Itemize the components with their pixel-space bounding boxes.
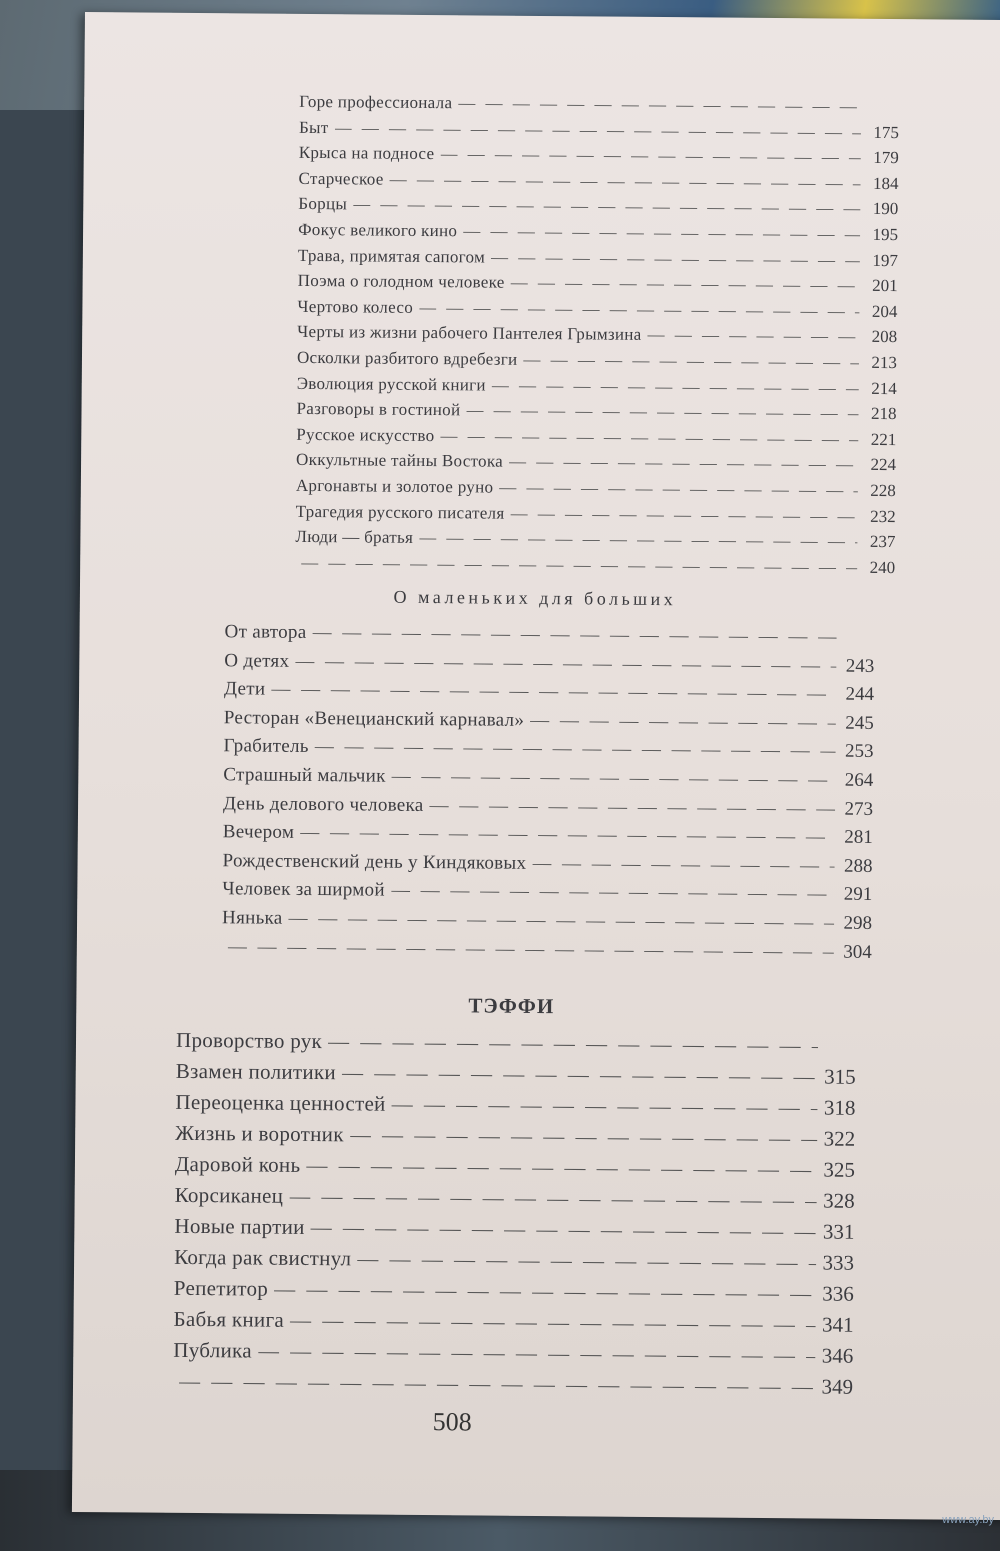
dash-leader	[342, 1057, 818, 1092]
toc-entry-page: 325	[823, 1157, 856, 1182]
dash-leader	[274, 1274, 816, 1310]
toc-entry-page: 243	[845, 655, 875, 677]
toc-entry-page: 346	[821, 1343, 854, 1368]
toc-entry-page: 291	[843, 883, 873, 906]
toc-entry-title: Ресторан «Венецианский карнавал»	[223, 707, 525, 731]
toc-entry-title: Публика	[173, 1337, 253, 1363]
toc-entry-page: 333	[822, 1250, 855, 1275]
toc-entry-title: Фокус великого кино	[298, 219, 458, 241]
toc-entry-title: От автора	[224, 621, 307, 643]
author-heading: ТЭФФИ	[468, 993, 555, 1019]
toc-section-arkady-averchenko	[80, 87, 1000, 581]
section-heading: О маленьких для больших	[393, 586, 677, 610]
toc-entry-page: 245	[845, 712, 874, 734]
toc-entry-title: Трава, примятая сапогом	[297, 245, 486, 267]
toc-entry-title: Борцы	[298, 194, 348, 214]
toc-entry-page: 240	[869, 557, 896, 577]
toc-entry-page: 273	[844, 798, 874, 820]
toc-entry-page: 184	[872, 173, 899, 193]
toc-entry-page: 201	[872, 276, 898, 296]
toc-section-teffi	[73, 1024, 1000, 1404]
dash-leader	[458, 90, 861, 119]
toc-entry-page: 328	[823, 1188, 855, 1213]
toc-entry-title: Быт	[298, 117, 329, 137]
toc-entry-page: 208	[871, 327, 898, 347]
toc-entry-title: Проворство рук	[175, 1027, 323, 1054]
dash-leader	[311, 1212, 817, 1247]
toc-entry-page: 322	[823, 1126, 856, 1151]
toc-entry-title: Жизнь и воротник	[175, 1120, 344, 1147]
toc-entry-title: О детях	[224, 649, 290, 672]
toc-entry-page: 288	[843, 855, 873, 877]
dash-leader	[391, 877, 835, 909]
toc-entry-title: Бабья книга	[173, 1306, 285, 1332]
dash-leader	[419, 295, 860, 324]
dash-leader	[179, 1366, 815, 1403]
toc-entry-title: Разговоры в гостиной	[296, 398, 461, 420]
dash-leader	[289, 1181, 817, 1217]
toc-entry-title: Нянька	[222, 907, 283, 929]
toc-entry-page: 224	[870, 455, 897, 475]
toc-entry-title: Аргонавты и золотое руно	[295, 475, 494, 497]
toc-entry-title: Взамен политики	[175, 1058, 337, 1085]
toc-entry-page: 298	[843, 912, 873, 934]
toc-entry-title: Переоценка ценностей	[175, 1089, 386, 1116]
toc-entry-page: 341	[821, 1312, 854, 1337]
toc-entry-title: Эволюция русской книги	[296, 373, 486, 395]
dash-leader	[392, 1089, 818, 1124]
toc-entry-title: Страшный мальчик	[223, 764, 386, 787]
toc-entry-page: 253	[844, 741, 874, 763]
dash-leader	[523, 347, 859, 376]
toc-section-small-for-big	[77, 617, 1000, 968]
toc-entry-page: 232	[870, 506, 896, 526]
toc-entry-title: Старческое	[298, 168, 384, 189]
toc-entry-page: 244	[845, 683, 875, 706]
toc-entry	[173, 1366, 853, 1403]
toc-entry-page: 175	[873, 122, 900, 142]
dash-leader	[300, 819, 835, 852]
dash-leader	[492, 372, 859, 401]
toc-entry-title: Крыса на подносе	[298, 143, 435, 164]
toc-section-heading-teffi	[76, 990, 1000, 1023]
dash-leader	[440, 141, 861, 170]
toc-entry-page: 179	[873, 148, 899, 168]
dash-leader	[647, 322, 859, 349]
toc-entry-title: Осколки разбитого вдребезги	[296, 347, 518, 369]
toc-entry-page: 213	[871, 352, 898, 373]
toc-entry-title: Человек за ширмой	[222, 878, 385, 901]
toc-entry-title: Русское искусство	[296, 424, 435, 445]
dash-leader	[466, 397, 858, 426]
toc-entry-page: 195	[872, 224, 899, 245]
dash-leader	[440, 423, 858, 452]
toc-entry-page: 221	[870, 429, 897, 449]
toc-entry-title: Поэма о голодном человеке	[297, 271, 505, 292]
dash-leader	[258, 1336, 816, 1372]
dash-leader	[429, 792, 835, 824]
toc-entry-page: 218	[870, 403, 897, 424]
toc-entry-page: 204	[871, 301, 898, 321]
toc-entry	[222, 933, 872, 967]
toc-entry-page: 190	[872, 199, 899, 219]
page-number: 508	[432, 1407, 472, 1437]
dash-leader	[419, 525, 857, 554]
toc-entry-title: Репетитор	[173, 1275, 269, 1301]
toc-entry	[295, 550, 895, 581]
dash-leader	[530, 707, 836, 738]
toc-entry-title: Вечером	[222, 821, 295, 844]
dash-leader	[312, 619, 836, 652]
toc-entry-page: 237	[869, 531, 896, 552]
dash-leader	[499, 475, 858, 504]
dash-leader	[511, 270, 860, 299]
watermark: www.ay.by	[942, 1514, 994, 1526]
toc-entry-page: 349	[821, 1374, 854, 1399]
toc-entry-page: 331	[822, 1219, 855, 1244]
toc-entry-page: 228	[870, 480, 896, 501]
toc-entry-title: Люди — братья	[295, 526, 414, 547]
toc-entry-page: 318	[823, 1095, 856, 1120]
dash-leader	[328, 1026, 818, 1061]
toc-section-heading-small-for-big	[80, 584, 1000, 613]
toc-entry-page: 304	[843, 941, 872, 963]
toc-entry-title: Трагедия русского писателя	[295, 501, 505, 523]
toc-entry-page: 315	[824, 1064, 856, 1089]
toc-entry-title: Корсиканец	[174, 1182, 284, 1208]
toc-entry-page: 197	[872, 250, 898, 270]
toc-entry-page: 264	[844, 769, 874, 791]
toc-entry-title: Новые партии	[174, 1213, 305, 1239]
toc-entry-title: День делового человека	[223, 792, 424, 816]
dash-leader	[306, 1150, 817, 1185]
toc-entry-page: 214	[871, 378, 897, 398]
toc-entry-page: 281	[844, 826, 873, 849]
toc-entry-title: Горе профессионала	[299, 91, 453, 113]
dash-leader	[463, 218, 860, 247]
book-page	[72, 12, 1000, 1520]
toc-entry-title: Черты из жизни рабочего Пантелея Грымзина	[297, 322, 642, 345]
dash-leader	[509, 449, 858, 478]
toc-entry-title: Грабитель	[223, 735, 309, 758]
dash-leader	[290, 1305, 816, 1341]
dash-leader	[357, 1243, 816, 1278]
dash-leader	[510, 500, 857, 529]
toc-entry	[299, 140, 899, 171]
toc-entry-title: Когда рак свистнул	[174, 1244, 352, 1271]
toc-entry-title: Чертово колесо	[297, 296, 414, 317]
toc-entry-title: Дети	[224, 678, 266, 700]
toc-entry-title: Даровой конь	[174, 1151, 301, 1177]
toc-entry-page: 336	[822, 1281, 854, 1306]
dash-leader	[301, 550, 857, 580]
dash-leader	[228, 933, 834, 967]
toc-entry-title: Оккультные тайны Востока	[296, 450, 504, 471]
dash-leader	[491, 244, 860, 273]
dash-leader	[350, 1119, 818, 1154]
dash-leader	[315, 733, 836, 766]
dash-leader	[392, 763, 836, 795]
dash-leader	[532, 850, 835, 881]
toc-entry-title: Рождественский день у Киндяковых	[222, 849, 527, 874]
